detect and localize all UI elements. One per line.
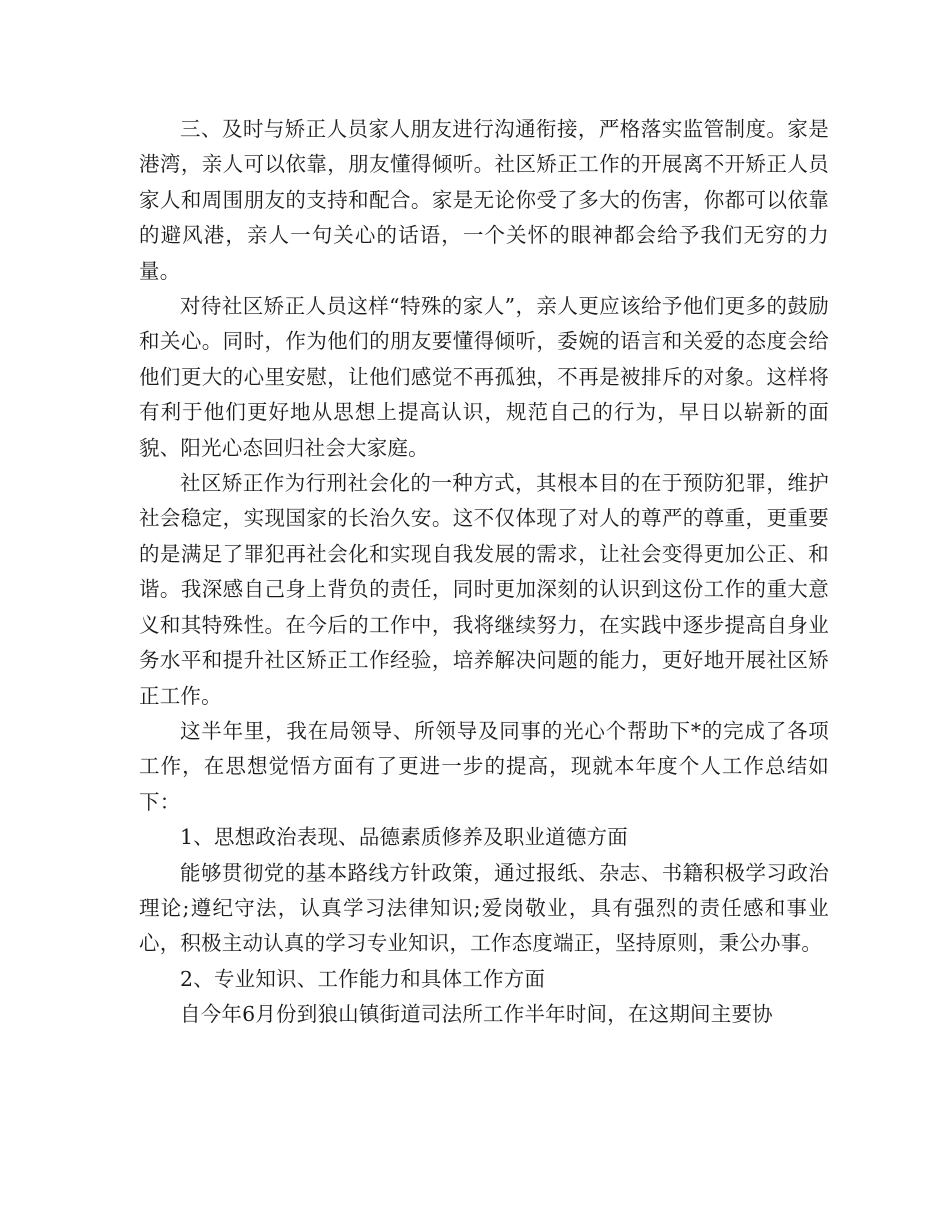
paragraph-half-year-summary: 这半年里，我在局领导、所领导及同事的光心个帮助下*的完成了各项工作，在思想觉悟方面有了更进一步的提高，现就本年度个人工作总结如下： (139, 718, 829, 814)
paragraph-work-start: 自今年6月份到狼山镇街道司法所工作半年时间，在这期间主要协 (180, 1002, 773, 1027)
document-body (139, 112, 829, 1033)
paragraph-community-correction-purpose: 社区矫正作为行刑社会化的一种方式，其根本目的在于预防犯罪，维护社会稳定，实现国家的长治久安。这不仅体现了对人的尊严的尊重，更重要的是满足了罪犯再社会化和实现自我发展的需求，让社会变得更加公正、和谐。我深感自己身上背负的责任，同时更加深刻的认识到这份工作的重大意义和其特殊性。在今后的工作中，我将继续努力，在实践中逐步提高自身业务水平和提升社区矫正工作经验，培养解决问题的能力，更好地开展社区矫正工作。 (139, 471, 829, 708)
section-heading-political-performance: 1、思想政治表现、品德素质修养及职业道德方面 (180, 825, 628, 850)
paragraph-special-family: 对待社区矫正人员这样“特殊的家人”，亲人更应该给予他们更多的鼓励和关心。同时，作为他们的朋友要懂得倾听，委婉的语言和关爱的态度会给他们更大的心里安慰，让他们感觉不再孤独，不再是被排斥的对象。这样将有利于他们更好地从思想上提高认识，规范自己的行为，早日以崭新的面貌、阳光心态回归社会大家庭。 (139, 294, 829, 460)
paragraph-political-performance: 能够贯彻党的基本路线方针政策，通过报纸、杂志、书籍积极学习政治理论;遵纪守法，认真学习法律知识;爱岗敬业，具有强烈的责任感和事业心，积极主动认真的学习专业知识，工作态度端正，坚持原则，秉公办事。 (139, 860, 829, 956)
section-heading-professional-knowledge: 2、专业知识、工作能力和具体工作方面 (180, 966, 546, 991)
paragraph-family-communication: 三、及时与矫正人员家人朋友进行沟通衔接，严格落实监管制度。家是港湾，亲人可以依靠，朋友懂得倾听。社区矫正工作的开展离不开矫正人员家人和周围朋友的支持和配合。家是无论你受了多大的伤害，你都可以依靠的避风港，亲人一句关心的话语，一个关怀的眼神都会给予我们无穷的力量。 (139, 117, 829, 283)
